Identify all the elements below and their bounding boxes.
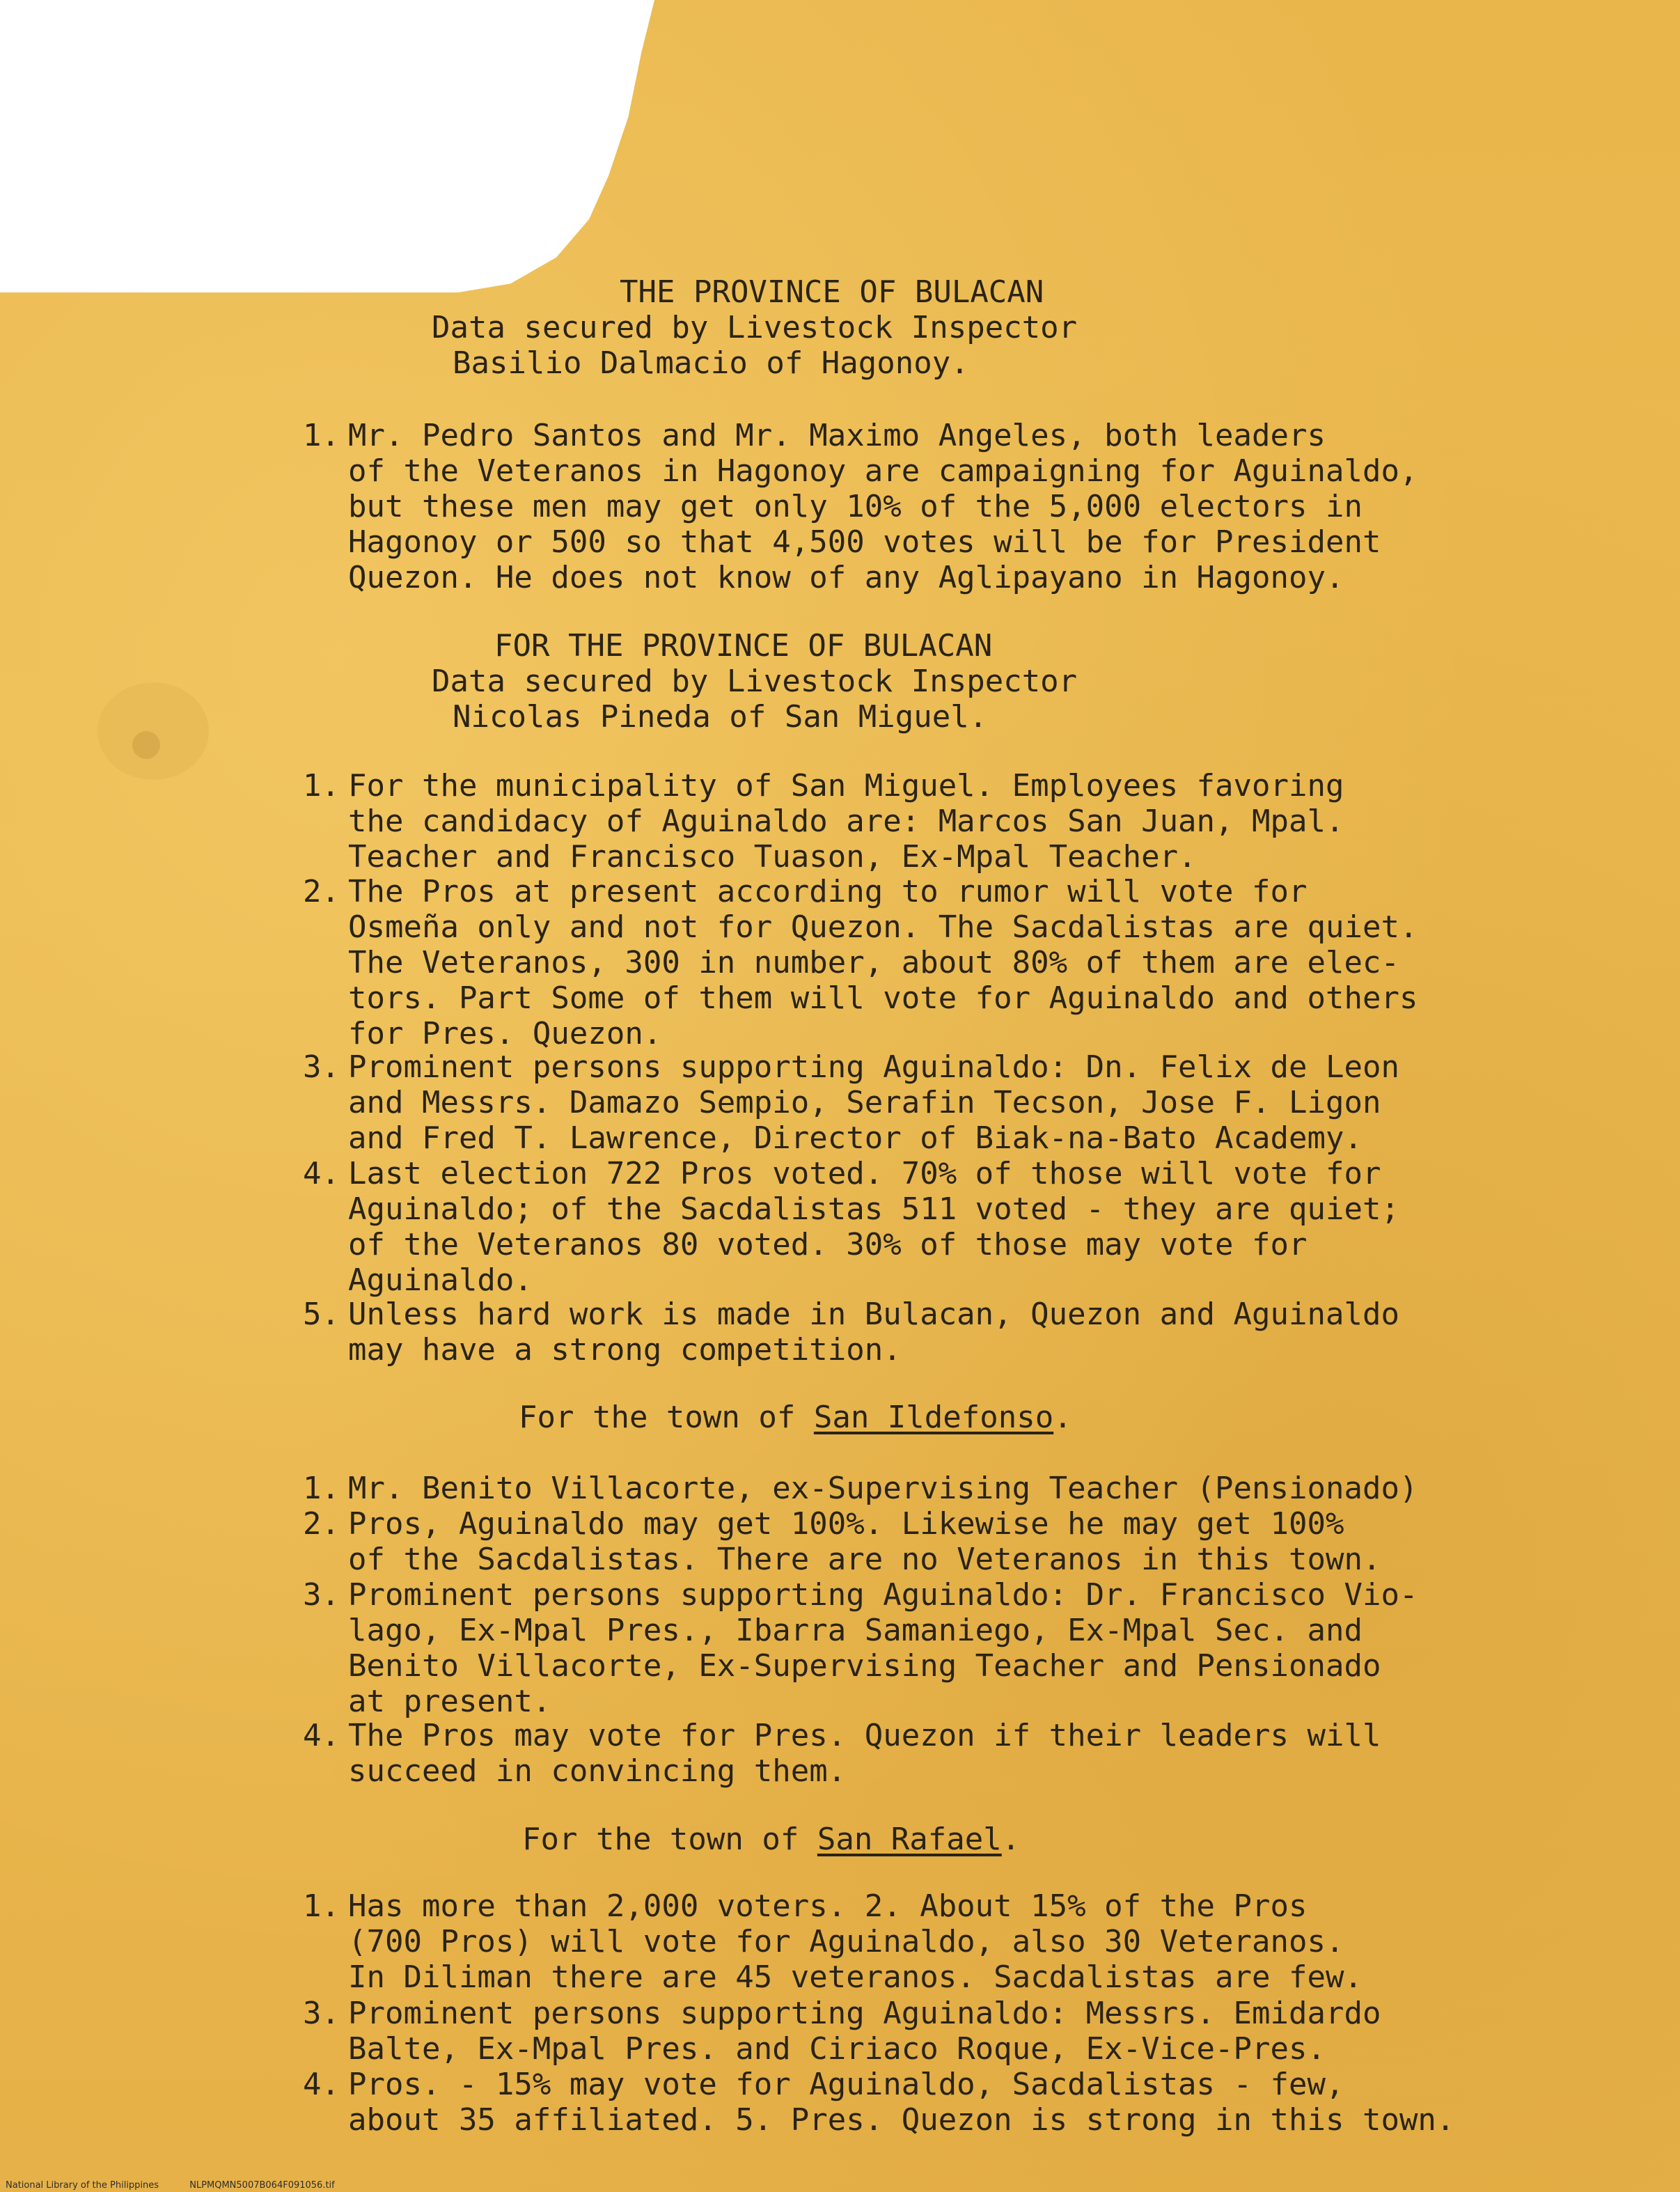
- heading-prefix: For the town of: [522, 1822, 817, 1857]
- item-number: 3.: [303, 1996, 340, 2031]
- heading-suffix: .: [1053, 1400, 1072, 1435]
- item-line: Osmeña only and not for Quezon. The Sacdalistas are quiet.: [348, 909, 1418, 945]
- item-line: Prominent persons supporting Aguinaldo: Messrs. Emidardo: [348, 1996, 1381, 2031]
- section3-heading: [519, 1400, 1072, 1435]
- section2-heading-line: Data secured by Livestock Inspector: [432, 664, 1078, 699]
- item-number: 4.: [303, 1718, 340, 1753]
- item-line: Quezon. He does not know of any Aglipayano in Hagonoy.: [348, 560, 1344, 595]
- item-line: Balte, Ex-Mpal Pres. and Ciriaco Roque, Ex-Vice-Pres.: [348, 2031, 1326, 2067]
- item-number: 1.: [303, 1471, 340, 1506]
- item-line: Mr. Pedro Santos and Mr. Maximo Angeles, both leaders: [348, 418, 1326, 453]
- item-line: of the Veteranos 80 voted. 30% of those may vote for: [348, 1227, 1308, 1262]
- item-number: 4.: [303, 1156, 340, 1191]
- item-number: 1.: [303, 1888, 340, 1924]
- footer-filename: NLPMQMN5007B064F091056.tif: [189, 2180, 335, 2191]
- list-item: [303, 1049, 1399, 1156]
- section1-heading-line: Data secured by Livestock Inspector: [432, 310, 1078, 345]
- torn-corner: [0, 0, 654, 292]
- heading-place: San Rafael: [817, 1822, 1002, 1857]
- item-line: Has more than 2,000 voters. 2. About 15% of the Pros: [348, 1888, 1308, 1924]
- item-line: lago, Ex-Mpal Pres., Ibarra Samaniego, Ex-Mpal Sec. and: [348, 1613, 1363, 1648]
- section1-heading-line: Basilio Dalmacio of Hagonoy.: [453, 345, 969, 381]
- section2-heading-line: FOR THE PROVINCE OF BULACAN: [494, 628, 993, 664]
- list-item: [303, 768, 1344, 875]
- item-line: the candidacy of Aguinaldo are: Marcos San Juan, Mpal.: [348, 804, 1344, 839]
- item-number: 2.: [303, 1506, 340, 1542]
- list-item: [303, 1156, 1399, 1298]
- paper-stain: [97, 682, 209, 780]
- section2-heading: [432, 628, 1156, 735]
- item-line: Hagonoy or 500 so that 4,500 votes will be for President: [348, 524, 1381, 560]
- item-line: at present.: [348, 1684, 551, 1719]
- item-line: tors. Part Some of them will vote for Aguinaldo and others: [348, 980, 1418, 1016]
- item-line: Pros, Aguinaldo may get 100%. Likewise he may get 100%: [348, 1506, 1344, 1542]
- item-line: For the municipality of San Miguel. Employees favoring: [348, 768, 1344, 804]
- list-item: [303, 1718, 1381, 1789]
- list-item: [303, 1506, 1381, 1577]
- item-line: and Messrs. Damazo Sempio, Serafin Tecson, Jose F. Ligon: [348, 1085, 1381, 1120]
- item-line: but these men may get only 10% of the 5,000 electors in: [348, 489, 1363, 524]
- item-line: Benito Villacorte, Ex-Supervising Teacher and Pensionado: [348, 1648, 1381, 1684]
- heading-place: San Ildefonso: [813, 1400, 1054, 1435]
- scan-footer: [6, 2180, 363, 2191]
- heading-suffix: .: [1001, 1822, 1021, 1857]
- item-line: for Pres. Quezon.: [348, 1016, 662, 1051]
- item-line: succeed in convincing them.: [348, 1753, 847, 1789]
- item-line: Prominent persons supporting Aguinaldo: Dn. Felix de Leon: [348, 1049, 1399, 1085]
- item-number: 4.: [303, 2067, 340, 2102]
- item-line: The Veteranos, 300 in number, about 80% of them are elec-: [348, 945, 1399, 980]
- item-line: In Diliman there are 45 veteranos. Sacdalistas are few.: [348, 1959, 1363, 1995]
- item-line: about 35 affiliated. 5. Pres. Quezon is strong in this town.: [348, 2102, 1455, 2138]
- item-line: Aguinaldo.: [348, 1262, 533, 1298]
- item-number: 5.: [303, 1297, 340, 1332]
- item-number: 2.: [303, 874, 340, 909]
- item-line: Pros. - 15% may vote for Aguinaldo, Sacdalistas - few,: [348, 2067, 1344, 2102]
- list-item: [303, 2067, 1455, 2138]
- footer-library: National Library of the Philippines: [6, 2180, 159, 2191]
- list-item: [303, 1297, 1399, 1368]
- item-line: of the Sacdalistas. There are no Veteranos in this town.: [348, 1542, 1381, 1577]
- item-line: The Pros at present according to rumor will vote for: [348, 874, 1308, 909]
- section2-heading-line: Nicolas Pineda of San Miguel.: [453, 699, 988, 735]
- list-item: [303, 1996, 1381, 2067]
- item-line: The Pros may vote for Pres. Quezon if their leaders will: [348, 1718, 1381, 1753]
- item-line: Aguinaldo; of the Sacdalistas 511 voted - they are quiet;: [348, 1191, 1399, 1227]
- section1-heading-line: THE PROVINCE OF BULACAN: [620, 274, 1044, 310]
- item-line: Prominent persons supporting Aguinaldo: Dr. Francisco Vio-: [348, 1577, 1418, 1613]
- item-line: (700 Pros) will vote for Aguinaldo, also 30 Veteranos.: [348, 1924, 1344, 1959]
- item-line: of the Veteranos in Hagonoy are campaigning for Aguinaldo,: [348, 453, 1418, 489]
- section4-heading: [522, 1822, 1020, 1857]
- item-number: 3.: [303, 1577, 340, 1613]
- item-line: and Fred T. Lawrence, Director of Biak-na-Bato Academy.: [348, 1120, 1363, 1156]
- item-line: Unless hard work is made in Bulacan, Quezon and Aguinaldo: [348, 1297, 1399, 1332]
- item-line: Teacher and Francisco Tuason, Ex-Mpal Teacher.: [348, 839, 1197, 875]
- heading-prefix: For the town of: [519, 1400, 814, 1435]
- list-item: [303, 418, 1418, 595]
- section1-heading: [432, 274, 1156, 381]
- list-item: [303, 874, 1418, 1051]
- list-item: [303, 1577, 1418, 1719]
- item-number: 1.: [303, 418, 340, 453]
- item-number: 1.: [303, 768, 340, 804]
- item-line: Last election 722 Pros voted. 70% of those will vote for: [348, 1156, 1381, 1191]
- list-item: [303, 1888, 1363, 1995]
- item-number: 3.: [303, 1049, 340, 1085]
- item-line: Mr. Benito Villacorte, ex-Supervising Teacher (Pensionado): [348, 1471, 1418, 1506]
- list-item: [303, 1471, 1418, 1506]
- item-line: may have a strong competition.: [348, 1332, 902, 1368]
